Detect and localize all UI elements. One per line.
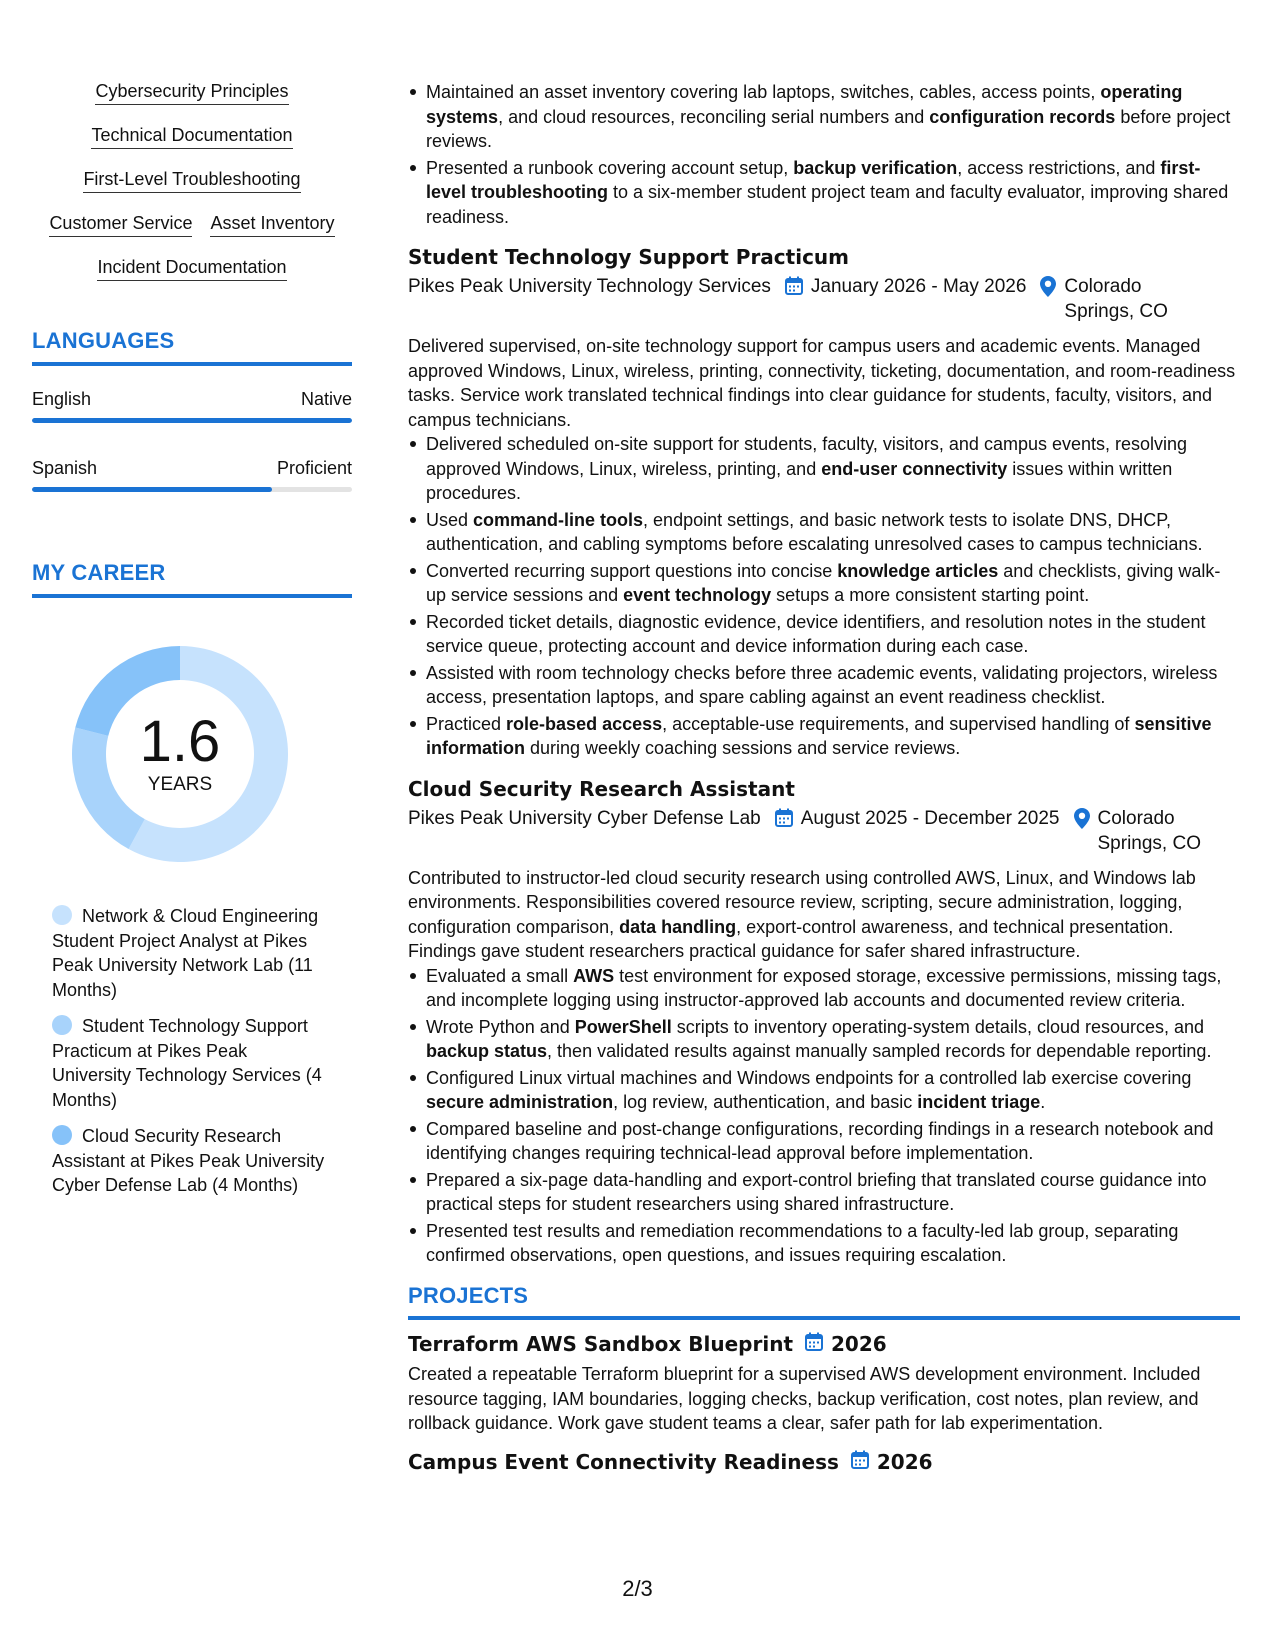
job-entry — [408, 243, 1240, 761]
career-legend-item — [52, 904, 330, 1002]
skill-tag: Incident Documentation — [97, 256, 286, 281]
language-name: English — [32, 389, 92, 409]
location-pin-icon — [1040, 276, 1056, 304]
bullet-item: Prepared a six-page data-handling and export-control briefing that translated course guidance into practical steps for student researchers using shared infrastructure. — [408, 1168, 1240, 1217]
job-date-range: January 2026 - May 2026 — [810, 276, 1027, 297]
job-location: Colorado Springs, CO — [1064, 276, 1168, 322]
bullet-item: Used command-line tools, endpoint settings, and basic network tests to isolate DNS, DHCP, authentication, and cabling symptoms before escalating unresolved cases to campus technicians. — [408, 508, 1240, 557]
calendar-icon — [775, 808, 793, 834]
bullet-item: Presented test results and remediation recommendations to a faculty-led lab group, separating confirmed observations, open questions, and issues requiring escalation. — [408, 1219, 1240, 1268]
job-organization: Pikes Peak University Cyber Defense Lab — [408, 807, 761, 829]
job-title: Cloud Security Research Assistant — [408, 776, 795, 801]
bullet-item: Practiced role-based access, acceptable-use requirements, and supervised handling of sensitive information during weekly coaching sessions and service reviews. — [408, 712, 1240, 761]
calendar-icon — [785, 276, 803, 302]
project-description: Created a repeatable Terraform blueprint for a supervised AWS development environment. Included resource tagging, IAM boundaries, logging checks, backup verification, cost notes, plan review, and rollback guidance. Work gave student teams a clear, safer path for lab experimentation. — [408, 1364, 1201, 1433]
skills-list — [32, 80, 352, 300]
legend-dot-icon — [52, 905, 72, 925]
job-organization: Pikes Peak University Technology Services — [408, 276, 771, 297]
career-legend-item — [52, 1124, 330, 1198]
job-bullets — [408, 964, 1240, 1268]
project-title: Campus Event Connectivity Readiness — [408, 1449, 839, 1474]
career-total-unit: YEARS — [147, 774, 213, 795]
legend-dot-icon — [52, 1125, 72, 1145]
job-bullets — [408, 432, 1240, 761]
projects-heading: PROJECTS — [408, 1284, 1240, 1321]
bullet-item: Configured Linux virtual machines and Windows endpoints for a controlled lab exercise covering secure administration, log review, authentication, and basic incident triage. — [408, 1066, 1240, 1115]
bullet-item: Converted recurring support questions into concise knowledge articles and checklists, giving walk-up service sessions and event technology setups a more consistent starting point. — [408, 559, 1240, 608]
calendar-icon — [805, 1330, 823, 1358]
job-entry — [408, 775, 1240, 1268]
skill-tag: Technical Documentation — [91, 124, 292, 149]
language-level-bar — [32, 418, 352, 423]
project-year: 2026 — [831, 1332, 887, 1356]
skill-tag: Asset Inventory — [210, 212, 334, 237]
project-entry — [408, 1330, 1240, 1436]
bullet-item: Compared baseline and post-change configurations, recording findings in a research notebook and identifying changes requiring technical-lead approval before implementation. — [408, 1117, 1240, 1166]
career-legend-text: Network & Cloud Engineering Student Project Analyst at Pikes Peak University Network Lab (11 Months) — [52, 906, 319, 1000]
career-legend-text: Student Technology Support Practicum at Pikes Peak University Technology Services (4 Months) — [52, 1016, 322, 1110]
bullet-item: Evaluated a small AWS test environment for exposed storage, excessive permissions, missing tags, and incomplete logging using instructor-approved lab accounts and documented review criteria. — [408, 964, 1240, 1013]
project-year: 2026 — [876, 1449, 933, 1474]
career-legend-text: Cloud Security Research Assistant at Pikes Peak University Cyber Defense Lab (4 Months) — [52, 1126, 325, 1195]
career-total-value: 1.6 — [139, 709, 221, 774]
language-item — [32, 388, 352, 423]
job-location: Colorado Springs, CO — [1097, 807, 1201, 854]
job-meta — [408, 274, 1240, 324]
job-meta — [408, 806, 1240, 856]
job-description: Contributed to instructor-led cloud security research using controlled AWS, Linux, and Windows lab environments. Responsibilities covered resource review, scripting, secure administration, logging, configuration comparison, data handling, export-control awareness, and technical presentation. Findings gave student researchers practical guidance for safer shared infrastructure. — [408, 867, 1196, 961]
language-level: Proficient — [276, 458, 352, 478]
page-number: 2/3 — [622, 1576, 653, 1601]
language-item — [32, 457, 352, 492]
location-pin-icon — [1074, 808, 1090, 836]
language-level-fill — [32, 487, 272, 492]
skill-tag: Cybersecurity Principles — [95, 80, 288, 105]
previous-job-bullets — [408, 80, 1240, 229]
language-name: Spanish — [32, 458, 98, 478]
language-level-fill — [32, 418, 352, 423]
job-description: Delivered supervised, on-site technology support for campus users and academic events. Managed approved Windows, Linux, wireless, printing, connectivity, ticketing, documentation, and room-readiness tasks. Service work translated technical findings into clear guidance for students, faculty, visitors, and campus technicians. — [408, 336, 1236, 430]
project-title: Terraform AWS Sandbox Blueprint — [408, 1332, 793, 1356]
language-level: Native — [300, 389, 352, 409]
left-column — [32, 80, 352, 1210]
bullet-item: Presented a runbook covering account setup, backup verification, access restrictions, and first-level troubleshooting to a six-member student project team and faculty evaluator, improving shared readiness. — [408, 156, 1240, 230]
career-heading: MY CAREER — [32, 560, 352, 598]
job-date-range: August 2025 - December 2025 — [800, 807, 1060, 829]
career-legend — [52, 904, 330, 1198]
bullet-item: Wrote Python and PowerShell scripts to inventory operating-system details, cloud resources, and backup status, then validated results against manually sampled records for dependable reporting. — [408, 1015, 1240, 1064]
language-level-bar — [32, 487, 352, 492]
languages-heading: LANGUAGES — [32, 328, 352, 366]
bullet-item: Recorded ticket details, diagnostic evidence, device identifiers, and resolution notes in the student service queue, protecting account and device information during each case. — [408, 610, 1240, 659]
bullet-item: Assisted with room technology checks before three academic events, validating projectors, wireless access, presentation laptops, and spare cabling against an event readiness checklist. — [408, 661, 1240, 710]
bullet-item: Delivered scheduled on-site support for students, faculty, visitors, and campus events, resolving approved Windows, Linux, wireless, printing, and end-user connectivity issues within written procedures. — [408, 432, 1240, 506]
legend-dot-icon — [52, 1015, 72, 1035]
project-entry — [408, 1448, 1240, 1476]
job-title: Student Technology Support Practicum — [408, 245, 850, 269]
bullet-item: Maintained an asset inventory covering lab laptops, switches, cables, access points, operating systems, and cloud resources, reconciling serial numbers and configuration records before project reviews. — [408, 80, 1240, 154]
career-donut-chart — [66, 640, 294, 868]
career-legend-item — [52, 1014, 330, 1112]
skill-tag: Customer Service — [49, 212, 192, 237]
skill-tag: First-Level Troubleshooting — [83, 168, 300, 193]
right-column — [408, 80, 1240, 1476]
calendar-icon — [851, 1448, 869, 1476]
